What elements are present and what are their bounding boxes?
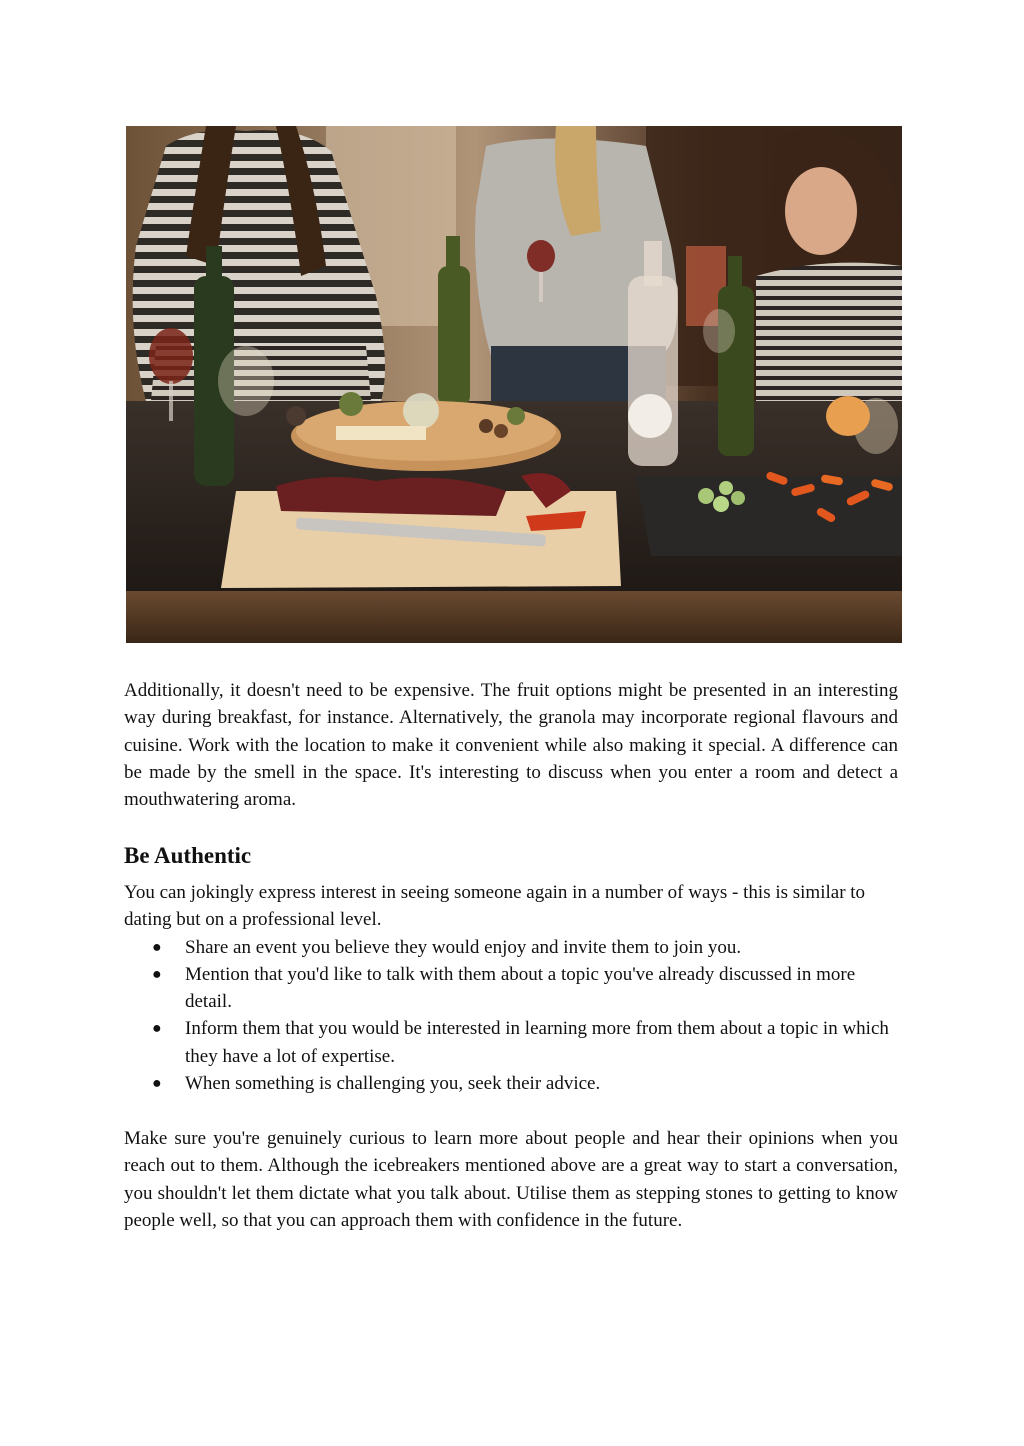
paragraph-text: Make sure you're genuinely curious to learn more about people and hear their opinions when you reach out to them. Although the icebreakers mentioned above are a great way to start a conversation, you shouldn't let them dictate what you talk about. Utilise them as stepping stones to getting to know people well, so that you can approach them with confidence in the future. [124, 1128, 898, 1231]
list-item [124, 1015, 897, 1070]
list-item [124, 934, 897, 961]
dinner-party-photo [126, 126, 902, 643]
bullet-icon: ● [152, 965, 162, 983]
paragraph-text: Additionally, it doesn't need to be expensive. The fruit options might be presented in an interesting way during breakfast, for instance. Alternatively, the granola may incorporate regional flavours and cuisine. Work with the location to make it convenient while also making it special. A difference can be made by the smell in the space. It's interesting to discuss when you enter a room and detect a mouthwatering aroma. [124, 680, 898, 811]
paragraph-intro: You can jokingly express interest in seeing someone again in a number of ways - this is similar to dating but on a professional level. [124, 882, 866, 931]
list-item-text: Share an event you believe they would enjoy and invite them to join you. [185, 936, 742, 958]
list-item [124, 1070, 897, 1097]
section-body [124, 879, 898, 1097]
bullet-icon: ● [152, 938, 162, 956]
section-heading: Be Authentic [124, 843, 252, 868]
list-item-text: When something is challenging you, seek their advice. [185, 1073, 601, 1095]
bullet-icon: ● [152, 1075, 162, 1093]
list-item [124, 961, 897, 1016]
list-item-text: Mention that you'd like to talk with them about a topic you've already discussed in more detail. [185, 963, 856, 1013]
list-item-text: Inform them that you would be interested in learning more from them about a topic in which they have a lot of expertise. [185, 1018, 889, 1067]
bullet-icon: ● [152, 1020, 162, 1038]
paragraph-expense [124, 677, 898, 813]
paragraph-curious [124, 1125, 898, 1234]
bullet-list [124, 934, 898, 1098]
